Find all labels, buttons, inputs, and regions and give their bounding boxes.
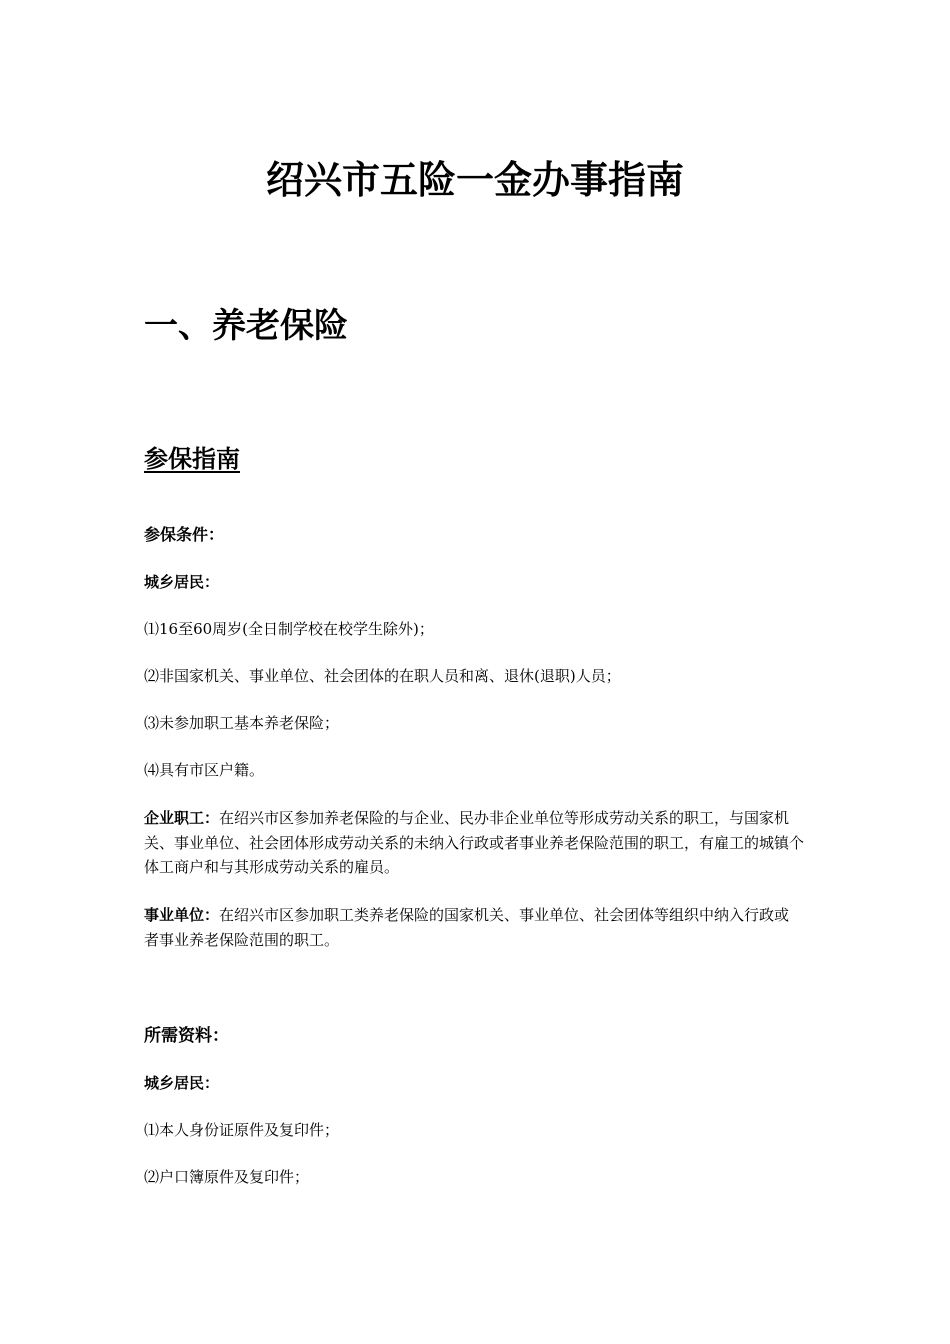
condition-item: ⑴16至60周岁(全日制学校在校学生除外)； [144, 620, 434, 638]
enterprise-label: 企业职工： [144, 809, 220, 827]
document-title: 绍兴市五险一金办事指南 [265, 158, 684, 202]
material-item: ⑵户口簿原件及复印件； [144, 1168, 310, 1186]
materials-heading: 所需资料： [144, 1026, 229, 1046]
enterprise-paragraph [144, 806, 804, 880]
conditions-heading: 参保条件： [144, 525, 225, 544]
institution-paragraph [144, 903, 804, 952]
subsection-title: 参保指南 [144, 445, 240, 473]
condition-item: ⑷具有市区户籍。 [144, 761, 265, 779]
institution-label: 事业单位： [144, 906, 220, 924]
conditions-urban-rural-label: 城乡居民： [144, 573, 220, 591]
material-item: ⑴本人身份证原件及复印件； [144, 1121, 340, 1139]
condition-item: ⑵非国家机关、事业单位、社会团体的在职人员和离、退休(退职)人员； [144, 667, 621, 685]
institution-text: 在绍兴市区参加职工类养老保险的国家机关、事业单位、社会团体等组织中纳入行政或者事业养老保险范围的职工。 [144, 906, 790, 949]
condition-item: ⑶未参加职工基本养老保险； [144, 714, 340, 732]
section-title: 一、养老保险 [144, 306, 348, 346]
enterprise-text: 在绍兴市区参加养老保险的与企业、民办非企业单位等形成劳动关系的职工，与国家机关、事业单位、社会团体形成劳动关系的未纳入行政或者事业养老保险范围的职工，有雇工的城镇个体工商户和与其形成劳动关系的雇员。 [144, 809, 805, 876]
materials-urban-rural-label: 城乡居民： [144, 1074, 220, 1092]
